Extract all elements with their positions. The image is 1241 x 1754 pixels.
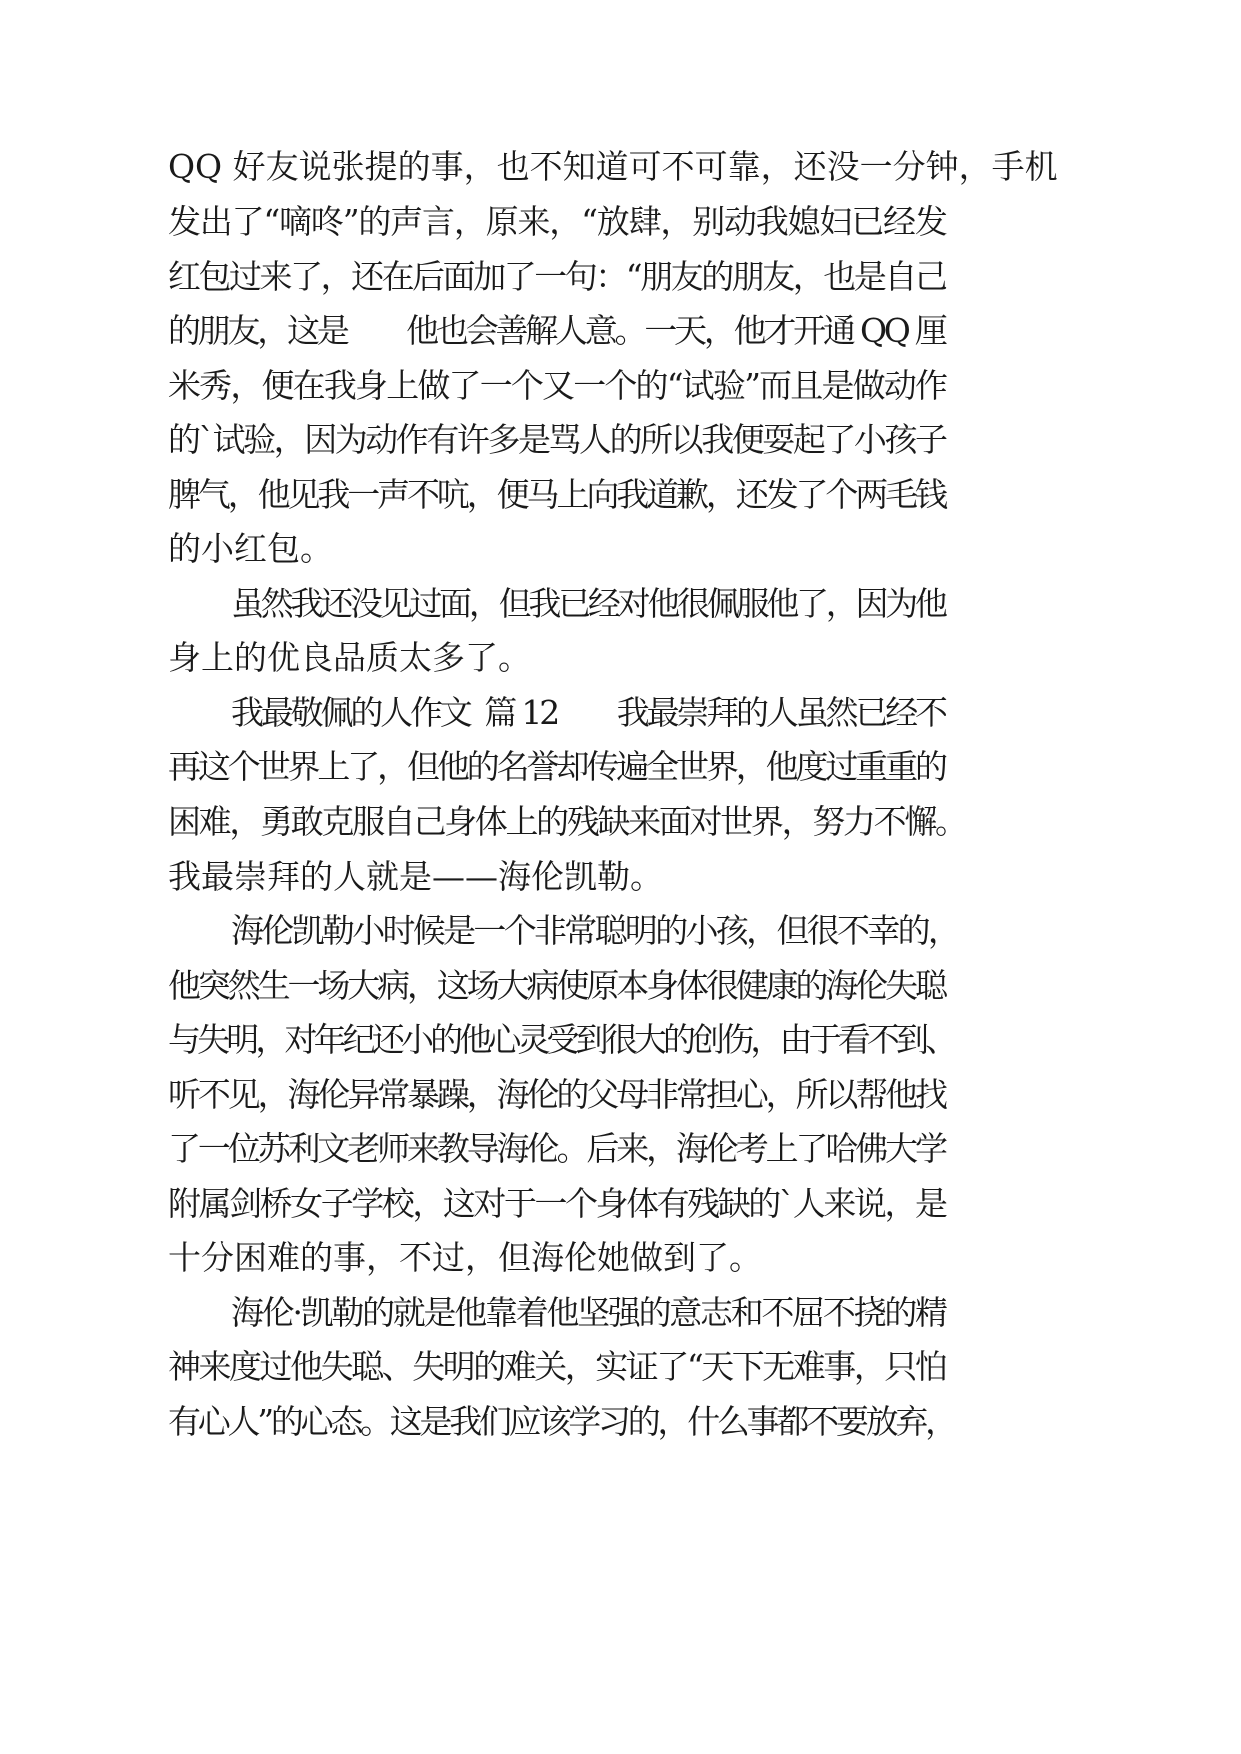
text-line: 与失明，对年纪还小的他心灵受到很大的创伤，由于看不到、: [168, 1020, 955, 1059]
text-line: 再这个世界上了，但他的名誉却传遍全世界，他度过重重的: [168, 747, 945, 786]
text-line: 发出了“嘀咚”的声言，原来，“放肆，别动我媳妇已经发: [168, 202, 947, 241]
text-line: 附属剑桥女子学校，这对于一个身体有残缺的`人来说，是: [168, 1184, 946, 1223]
text-line: 我最敬佩的人作文 篇 12 我最崇拜的人虽然已经不: [231, 693, 945, 732]
text-line: 困难，勇敢克服自己身体上的残缺来面对世界，努力不懈。: [168, 802, 966, 841]
text-line: 我最崇拜的人就是——海伦凯勒。: [168, 857, 663, 896]
text-line: 十分困难的事，不过，但海伦她做到了。: [168, 1238, 762, 1277]
text-line: 的`试验，因为动作有许多是骂人的所以我便耍起了小孩子: [168, 420, 946, 459]
text-line: 的小红包。: [168, 529, 333, 568]
text-line: 脾气，他见我一声不吭，便马上向我道歉，还发了个两毛钱: [168, 475, 945, 514]
text-line: 听不见，海伦异常暴躁，海伦的父母非常担心，所以帮他找: [168, 1075, 945, 1114]
text-line: 有心人”的心态。这是我们应该学习的，什么事都不要放弃，: [168, 1402, 955, 1441]
text-line: 他突然生一场大病，这场大病使原本身体很健康的海伦失聪: [168, 966, 945, 1005]
text-line: 了一位苏利文老师来教导海伦。后来，海伦考上了哈佛大学: [168, 1129, 945, 1168]
text-line: 虽然我还没见过面，但我已经对他很佩服他了，因为他: [231, 584, 945, 623]
text-line: QQ 好友说张提的事，也不知道可不可靠，还没一分钟，手机: [168, 147, 1058, 186]
text-line: 红包过来了，还在后面加了一句：“朋友的朋友，也是自己: [168, 257, 946, 296]
text-line: 的朋友，这是 他也会善解人意。一天，他才开通 QQ 厘: [168, 311, 945, 350]
text-line: 海伦·凯勒的就是他靠着他坚强的意志和不屈不挠的精: [231, 1293, 946, 1332]
text-line: 神来度过他失聪、失明的难关，实证了“天下无难事，只怕: [168, 1347, 946, 1386]
text-line: 身上的优良品质太多了。: [168, 638, 531, 677]
text-line: 米秀，便在我身上做了一个又一个的“试验”而且是做动作: [168, 366, 947, 405]
text-line: 海伦凯勒小时候是一个非常聪明的小孩，但很不幸的，: [231, 911, 959, 950]
